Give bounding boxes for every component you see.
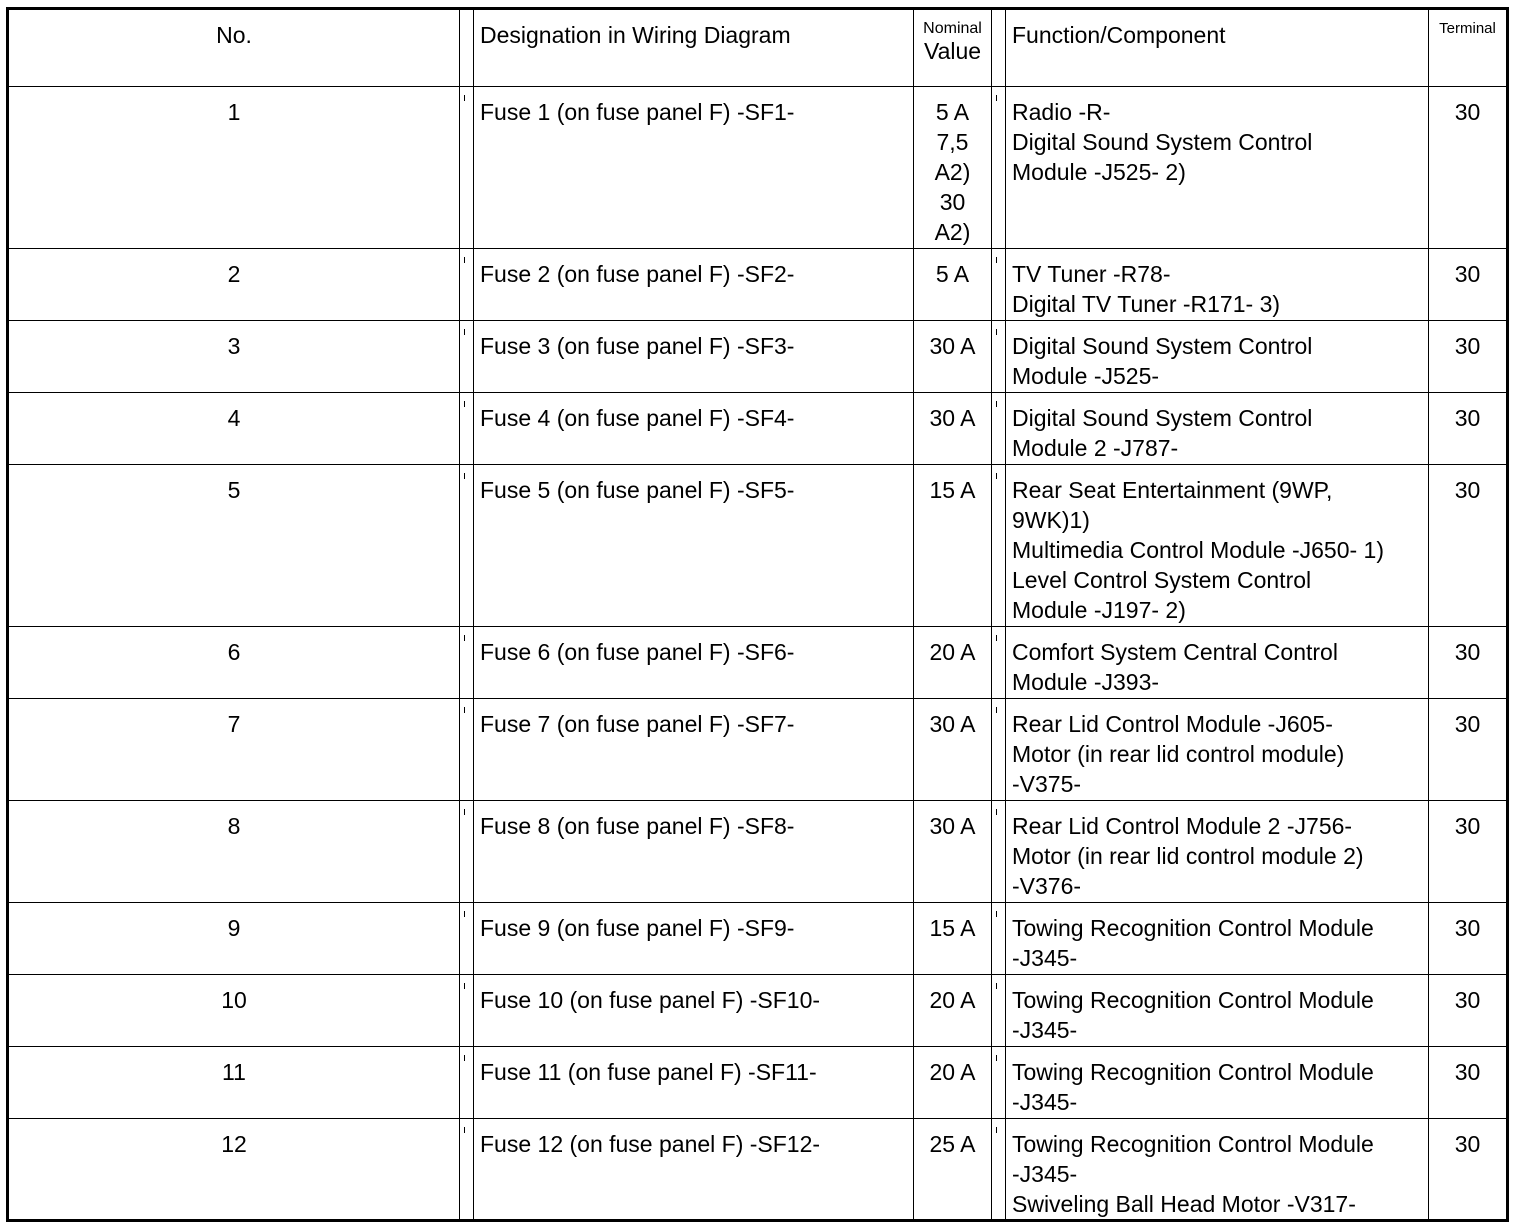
function-line: Level Control System Control <box>1012 567 1312 593</box>
fuse-designation: Fuse 1 (on fuse panel F) -SF1- <box>474 87 914 249</box>
gutter-cell <box>992 699 1006 801</box>
gutter-cell <box>460 393 474 465</box>
header-function: Function/Component <box>1006 9 1429 87</box>
nominal-value-line: 5 A <box>935 261 970 287</box>
gutter-mark <box>464 911 465 917</box>
table-row <box>8 903 1508 975</box>
nominal-value <box>914 87 992 249</box>
nominal-value <box>914 465 992 627</box>
fuse-number: 1 <box>8 87 460 249</box>
nominal-value <box>914 699 992 801</box>
gutter-mark <box>996 635 997 641</box>
gutter-mark <box>464 257 465 263</box>
function-line: Motor (in rear lid control module) <box>1012 741 1345 767</box>
function-component <box>1006 87 1429 249</box>
gutter-cell <box>460 1119 474 1221</box>
table-row <box>8 249 1508 321</box>
function-line: TV Tuner -R78- <box>1012 261 1171 287</box>
nominal-value-line: 20 A <box>929 987 976 1013</box>
table-row <box>8 87 1508 249</box>
header-row <box>8 9 1508 87</box>
gutter-mark <box>996 1055 997 1061</box>
terminal: 30 <box>1429 465 1508 627</box>
gutter-cell <box>460 627 474 699</box>
function-line: Multimedia Control Module -J650- 1) <box>1012 537 1384 563</box>
nominal-value <box>914 627 992 699</box>
function-component <box>1006 801 1429 903</box>
nominal-value-line: 7,5 <box>936 129 969 155</box>
fuse-designation: Fuse 9 (on fuse panel F) -SF9- <box>474 903 914 975</box>
function-line: Swiveling Ball Head Motor -V317- <box>1012 1191 1356 1217</box>
terminal: 30 <box>1429 975 1508 1047</box>
function-line: Towing Recognition Control Module <box>1012 915 1374 941</box>
fuse-number: 6 <box>8 627 460 699</box>
function-component <box>1006 1047 1429 1119</box>
header-nominal-value <box>914 9 992 87</box>
fuse-designation: Fuse 2 (on fuse panel F) -SF2- <box>474 249 914 321</box>
fuse-designation: Fuse 12 (on fuse panel F) -SF12- <box>474 1119 914 1221</box>
gutter-cell <box>460 465 474 627</box>
function-component <box>1006 1119 1429 1221</box>
gutter-cell <box>992 1047 1006 1119</box>
gutter-cell <box>460 87 474 249</box>
function-line: -V375- <box>1012 771 1082 797</box>
fuse-designation: Fuse 10 (on fuse panel F) -SF10- <box>474 975 914 1047</box>
fuse-designation: Fuse 8 (on fuse panel F) -SF8- <box>474 801 914 903</box>
function-line: Rear Lid Control Module 2 -J756- <box>1012 813 1353 839</box>
gutter-cell <box>992 975 1006 1047</box>
gutter-cell <box>460 975 474 1047</box>
gutter-mark <box>464 95 465 101</box>
fuse-designation: Fuse 3 (on fuse panel F) -SF3- <box>474 321 914 393</box>
function-line: Digital Sound System Control <box>1012 333 1313 359</box>
gutter-mark <box>996 473 997 479</box>
gutter-cell <box>460 801 474 903</box>
fuse-designation: Fuse 7 (on fuse panel F) -SF7- <box>474 699 914 801</box>
nominal-value-line: 30 A <box>929 333 976 359</box>
function-line: Module 2 -J787- <box>1012 435 1179 461</box>
nominal-value <box>914 801 992 903</box>
function-line: Rear Lid Control Module -J605- <box>1012 711 1333 737</box>
gutter-mark <box>996 95 997 101</box>
gutter-cell <box>992 1119 1006 1221</box>
terminal: 30 <box>1429 903 1508 975</box>
nominal-value <box>914 975 992 1047</box>
nominal-value-line: 5 A <box>935 99 970 125</box>
nominal-value <box>914 1119 992 1221</box>
function-line: 9WK)1) <box>1012 507 1090 533</box>
gutter-mark <box>996 707 997 713</box>
function-line: Radio -R- <box>1012 99 1111 125</box>
fuse-number: 7 <box>8 699 460 801</box>
nominal-value-line: A2) <box>934 159 971 185</box>
nominal-value <box>914 903 992 975</box>
nominal-value-line: 15 A <box>929 915 976 941</box>
fuse-number: 8 <box>8 801 460 903</box>
gutter-mark <box>464 1055 465 1061</box>
gutter-cell <box>992 321 1006 393</box>
table-row <box>8 321 1508 393</box>
nominal-value <box>914 249 992 321</box>
function-component <box>1006 903 1429 975</box>
function-line: -J345- <box>1012 945 1078 971</box>
gutter-mark <box>996 401 997 407</box>
terminal: 30 <box>1429 87 1508 249</box>
function-line: Digital TV Tuner -R171- 3) <box>1012 291 1281 317</box>
gutter-cell <box>992 393 1006 465</box>
fuse-designation: Fuse 6 (on fuse panel F) -SF6- <box>474 627 914 699</box>
fuse-number: 2 <box>8 249 460 321</box>
fuse-number: 4 <box>8 393 460 465</box>
fuse-number: 9 <box>8 903 460 975</box>
header-nominal-bottom: Value <box>923 38 982 64</box>
gutter-mark <box>996 329 997 335</box>
function-component <box>1006 249 1429 321</box>
function-line: -J345- <box>1012 1017 1078 1043</box>
nominal-value-line: 20 A <box>929 1059 976 1085</box>
gutter-mark <box>996 257 997 263</box>
nominal-value-line: 30 A <box>929 405 976 431</box>
function-line: Digital Sound System Control <box>1012 405 1313 431</box>
function-line: -J345- <box>1012 1161 1078 1187</box>
gutter-mark <box>464 401 465 407</box>
function-line: Comfort System Central Control <box>1012 639 1338 665</box>
gutter-cell <box>992 801 1006 903</box>
terminal: 30 <box>1429 699 1508 801</box>
nominal-value-line: 30 A <box>929 711 976 737</box>
fuse-number: 10 <box>8 975 460 1047</box>
terminal: 30 <box>1429 1047 1508 1119</box>
table-row <box>8 699 1508 801</box>
header-nominal-top: Nominal <box>923 20 982 37</box>
fuse-number: 5 <box>8 465 460 627</box>
gutter-cell <box>460 249 474 321</box>
terminal: 30 <box>1429 249 1508 321</box>
fuse-designation: Fuse 11 (on fuse panel F) -SF11- <box>474 1047 914 1119</box>
gutter-mark <box>464 329 465 335</box>
gutter-mark <box>996 1127 997 1133</box>
function-component <box>1006 627 1429 699</box>
gutter-cell <box>460 9 474 87</box>
header-no: No. <box>8 9 460 87</box>
nominal-value <box>914 321 992 393</box>
gutter-mark <box>464 1127 465 1133</box>
gutter-cell <box>992 627 1006 699</box>
terminal: 30 <box>1429 393 1508 465</box>
function-line: Module -J525- 2) <box>1012 159 1186 185</box>
fuse-designation: Fuse 4 (on fuse panel F) -SF4- <box>474 393 914 465</box>
gutter-cell <box>992 87 1006 249</box>
function-component <box>1006 465 1429 627</box>
table-row <box>8 627 1508 699</box>
gutter-mark <box>464 635 465 641</box>
gutter-cell <box>460 1047 474 1119</box>
gutter-mark <box>464 809 465 815</box>
function-component <box>1006 393 1429 465</box>
terminal: 30 <box>1429 321 1508 393</box>
terminal: 30 <box>1429 1119 1508 1221</box>
terminal: 30 <box>1429 801 1508 903</box>
function-line: Module -J525- <box>1012 363 1160 389</box>
gutter-mark <box>464 473 465 479</box>
gutter-cell <box>992 9 1006 87</box>
gutter-mark <box>996 911 997 917</box>
function-component <box>1006 975 1429 1047</box>
nominal-value <box>914 1047 992 1119</box>
table-row <box>8 1119 1508 1221</box>
fuse-number: 11 <box>8 1047 460 1119</box>
header-designation: Designation in Wiring Diagram <box>474 9 914 87</box>
gutter-cell <box>460 699 474 801</box>
gutter-mark <box>996 983 997 989</box>
function-line: Towing Recognition Control Module <box>1012 987 1374 1013</box>
nominal-value-line: 30 <box>939 189 966 215</box>
gutter-mark <box>464 707 465 713</box>
function-line: Module -J197- 2) <box>1012 597 1186 623</box>
function-line: Motor (in rear lid control module 2) <box>1012 843 1364 869</box>
gutter-cell <box>460 321 474 393</box>
table-row <box>8 393 1508 465</box>
nominal-value-line: 30 A <box>929 813 976 839</box>
fuse-table <box>6 7 1509 1222</box>
fuse-designation: Fuse 5 (on fuse panel F) -SF5- <box>474 465 914 627</box>
gutter-cell <box>992 903 1006 975</box>
function-line: Rear Seat Entertainment (9WP, <box>1012 477 1333 503</box>
table-row <box>8 1047 1508 1119</box>
function-component <box>1006 321 1429 393</box>
table-row <box>8 465 1508 627</box>
function-component <box>1006 699 1429 801</box>
table-row <box>8 975 1508 1047</box>
nominal-value-line: 20 A <box>929 639 976 665</box>
fuse-number: 12 <box>8 1119 460 1221</box>
gutter-cell <box>992 249 1006 321</box>
nominal-value-line: A2) <box>934 219 971 245</box>
function-line: Digital Sound System Control <box>1012 129 1313 155</box>
gutter-cell <box>992 465 1006 627</box>
gutter-cell <box>460 903 474 975</box>
nominal-value-line: 15 A <box>929 477 976 503</box>
table-row <box>8 801 1508 903</box>
function-line: -V376- <box>1012 873 1082 899</box>
function-line: Towing Recognition Control Module <box>1012 1059 1374 1085</box>
function-line: Towing Recognition Control Module <box>1012 1131 1374 1157</box>
gutter-mark <box>996 809 997 815</box>
gutter-mark <box>464 983 465 989</box>
function-line: Module -J393- <box>1012 669 1160 695</box>
header-terminal: Terminal <box>1429 9 1508 87</box>
terminal: 30 <box>1429 627 1508 699</box>
nominal-value-line: 25 A <box>929 1131 976 1157</box>
fuse-number: 3 <box>8 321 460 393</box>
function-line: -J345- <box>1012 1089 1078 1115</box>
nominal-value <box>914 393 992 465</box>
